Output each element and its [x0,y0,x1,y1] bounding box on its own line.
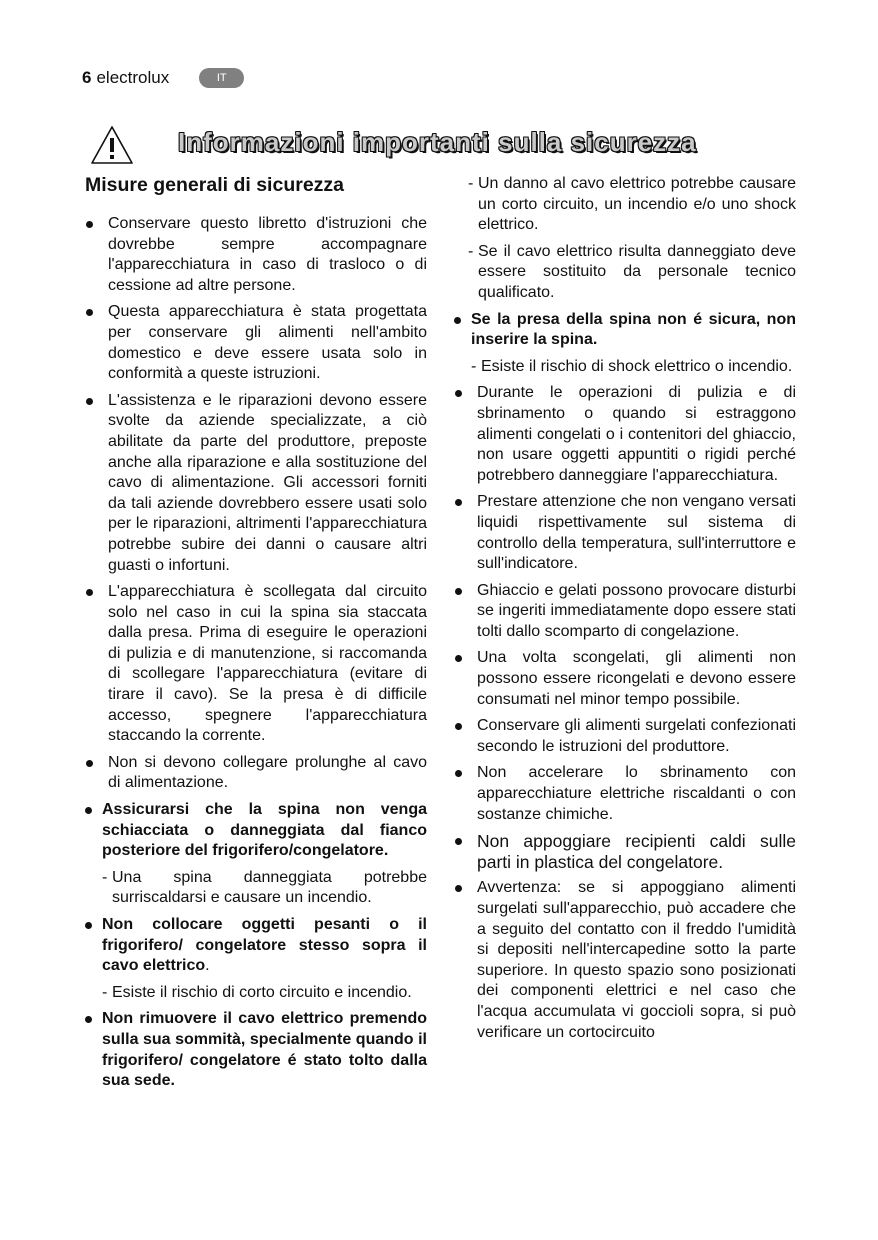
right-column [454,174,796,1049]
warning-item [85,915,427,1003]
item-text: L'apparecchiatura è scollegata dal circuito solo nel caso in cui la spina sia staccata dalla presa. Prima di eseguire le operazioni di pulizia e di manutenzione, si raccomanda di scollegare l'apparecchiatura (evitare di tirare il cavo). Se la presa è di difficile accesso, spegnere l'apparecchiatura staccando la corrente. [108,583,427,745]
item-text: Questa apparecchiatura è stata progettata per conservare gli alimenti nell'ambito domestico e deve essere usata solo in conformità a queste istruzioni. [108,303,427,383]
sub-item: - Un danno al cavo elettrico potrebbe causare un corto circuito, un incendio e/o uno shock elettrico. [468,175,796,234]
page-header [82,68,244,88]
list-item [85,214,427,296]
list-item [454,492,796,574]
brand-name: electrolux [96,68,170,87]
bullet-icon [455,838,462,845]
item-text: Una volta scongelati, gli alimenti non possono essere ricongelati e devono essere consumati nel minor tempo possibile. [477,649,796,708]
bullet-icon [85,807,92,814]
item-text: Non si devono collegare prolunghe al cavo di alimentazione. [108,753,427,792]
warning-item [85,800,427,909]
list-item [85,582,427,747]
sub-item-text: Un danno al cavo elettrico potrebbe causare un corto circuito, un incendio e/o uno shock elettrico. [478,175,796,234]
bullet-icon [455,885,462,892]
safety-list-left [85,214,427,1092]
item-text: Prestare attenzione che non vengano versati liquidi rispettivamente sul sistema di controllo della temperatura, sull'interruttore e sull'indicatore. [477,493,796,573]
item-text: Conservare questo libretto d'istruzioni che dovrebbe sempre accompagnare l'apparecchiatura in caso di trasloco o di cessione ad altre persone. [108,215,427,294]
bullet-icon [455,390,462,397]
left-column [85,172,427,1098]
list-item [454,581,796,643]
item-text: L'assistenza e le riparazioni devono essere svolte da aziende specializzate, a ciò abilitate da parte del produttore, preposte anche alla riparazione e alla sostituzione del cavo di alimentazione. Gli accessori forniti da tali aziende dovrebbero essere usati solo per le riparazioni, altrimenti l'apparecchiatura potrebbe subire dei danni o causare altri guasti o infortuni. [108,391,427,574]
bullet-icon [455,723,462,730]
sub-item-text: Esiste il rischio di corto circuito e incendio. [112,983,412,1001]
list-item [454,716,796,757]
item-text: Non accelerare lo sbrinamento con apparecchiature elettriche riscaldanti o con sostanze chimiche. [477,764,796,823]
bullet-icon [86,309,93,316]
sub-item: - Esiste il rischio di corto circuito e incendio. [102,983,412,1001]
sub-item-text: Una spina danneggiata potrebbe surriscaldarsi e causare un incendio. [112,868,427,907]
item-text: Conservare gli alimenti surgelati confezionati secondo le istruzioni del produttore. [477,717,796,755]
sub-item-text: Esiste il rischio di shock elettrico o incendio. [481,357,793,375]
list-item [85,302,427,384]
warning-item [85,1009,427,1091]
bullet-icon [85,1016,92,1023]
list-item [454,648,796,710]
sub-item-text: Se il cavo elettrico risulta danneggiato deve essere sostituito da personale tecnico qualificato. [478,242,796,301]
sub-item: - Se il cavo elettrico risulta danneggiato deve essere sostituito da personale tecnico qualificato. [468,242,796,301]
item-text: Avvertenza: se si appoggiano alimenti surgelati sull'apparecchio, può accadere che a seguito del contatto con il freddo l'umidità si depositi nell'intercapedine sotto la parte superiore. In questo spazio sono posizionati dei componenti elettrici e nel caso che l'acqua accumulata vi goccioli sopra, si può verificare un cortocircuito [477,879,796,1041]
page-title: Informazioni importanti sulla sicurezza [178,127,697,157]
sub-item: - Una spina danneggiata potrebbe surriscaldarsi e causare un incendio. [102,868,427,907]
bullet-icon [86,398,93,405]
warning-triangle-icon [89,124,135,166]
item-text: Assicurarsi che la spina non venga schiacciata o danneggiata dal fianco posteriore del frigorifero/congelatore. [102,801,427,860]
bullet-icon [455,588,462,595]
item-text: Non collocare oggetti pesanti o il frigorifero/ congelatore stesso sopra il cavo elettrico [102,916,427,975]
item-text: Durante le operazioni di pulizia e di sbrinamento o quando si estraggono alimenti congelati o i contenitori del ghiaccio, non usare oggetti appuntiti o rigidi perché potrebbero danneggiare l'apparecchiatura. [477,384,796,484]
item-text: Se la presa della spina non é sicura, non inserire la spina. [471,310,796,349]
language-badge: IT [199,68,244,88]
section-heading: Misure generali di sicurezza [85,174,345,196]
bullet-icon [455,655,462,662]
list-item [454,878,796,1043]
list-item [454,763,796,825]
list-item [85,391,427,576]
bullet-icon [86,589,93,596]
list-item [454,831,796,872]
warning-item [454,310,796,378]
list-item [85,753,427,794]
item-text: Non appoggiare recipienti caldi sulle parti in plastica del congelatore. [477,831,796,872]
list-item [454,383,796,486]
item-text: Ghiaccio e gelati possono provocare disturbi se ingeriti immediatamente dopo essere stati tolti dallo scomparto di congelazione. [477,581,796,640]
bullet-icon [454,317,461,324]
item-text: Non rimuovere il cavo elettrico premendo sulla sua sommità, specialmente quando il frigorifero/ congelatore é stato tolto dalla sua sede. [102,1010,427,1090]
continued-sub-items [454,174,796,304]
bullet-icon [455,499,462,506]
bullet-icon [86,221,93,228]
bullet-icon [85,922,92,929]
item-suffix: . [205,957,210,975]
safety-list-right [454,310,796,1044]
sub-item: - Esiste il rischio di shock elettrico o incendio. [471,357,793,375]
page-number: 6 [82,68,92,87]
bullet-icon [86,760,93,767]
bullet-icon [455,770,462,777]
